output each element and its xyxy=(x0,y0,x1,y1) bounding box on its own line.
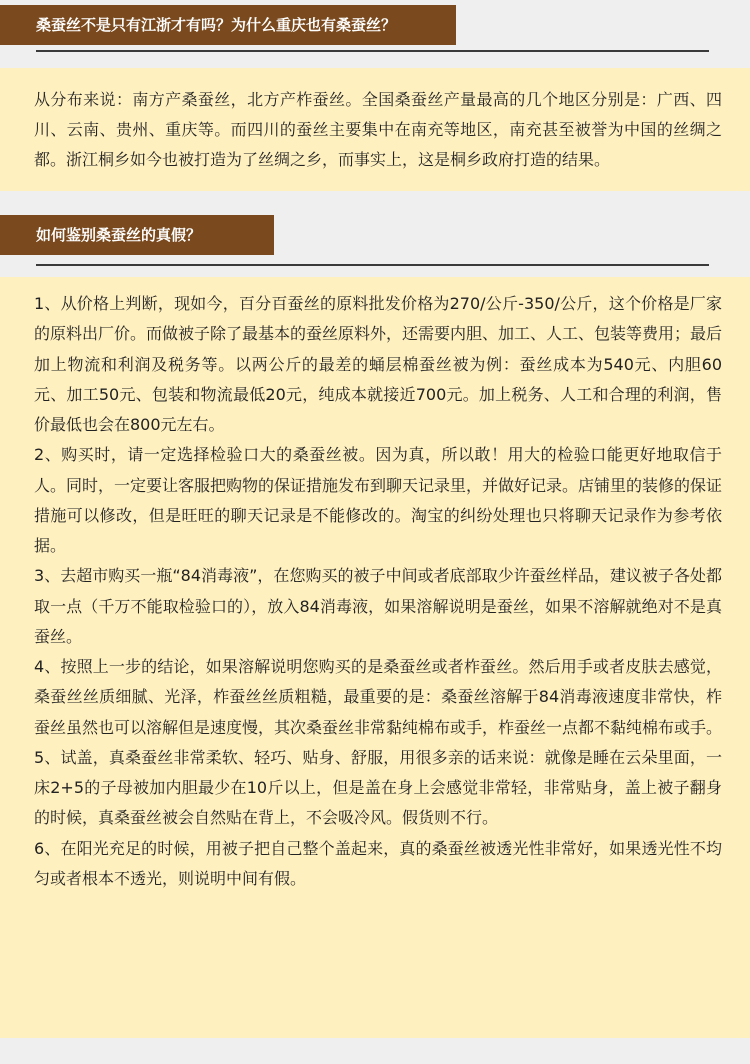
tip-item-1: 1、从价格上判断，现如今，百分百蚕丝的原料批发价格为270/公斤-350/公斤，这个价格是厂家的原料出厂价。而做被子除了最基本的蚕丝原料外，还需要内胆、加工、人工、包装等费用；最后加上物流和利润及税务等。以两公斤的最差的蛹层棉蚕丝被为例：蚕丝成本为540元、内胆60元、加工50元、包装和物流最低20元，纯成本就接近700元。加上税务、人工和合理的利润，售价最低也会在800元左右。 xyxy=(34,294,723,434)
section-1-title: 桑蚕丝不是只有江浙才有吗？为什么重庆也有桑蚕丝？ xyxy=(36,16,397,34)
section-2-title-banner xyxy=(0,215,274,255)
section-2-panel xyxy=(0,277,750,1038)
section-1-paragraph: 从分布来说：南方产桑蚕丝，北方产柞蚕丝。全国桑蚕丝产量最高的几个地区分别是：广西、四川、云南、贵州、重庆等。而四川的蚕丝主要集中在南充等地区，南充甚至被誉为中国的丝绸之都。浙江桐乡如今也被打造为了丝绸之乡，而事实上，这是桐乡政府打造的结果。 xyxy=(34,90,722,169)
section-1-panel xyxy=(0,68,750,191)
tip-item-6: 6、在阳光充足的时候，用被子把自己整个盖起来，真的桑蚕丝被透光性非常好，如果透光性不均匀或者根本不透光，则说明中间有假。 xyxy=(34,838,722,888)
tip-item-3: 3、去超市购买一瓶“84消毒液”，在您购买的被子中间或者底部取少许蚕丝样品，建议被子各处都取一点（千万不能取检验口的），放入84消毒液，如果溶解说明是蚕丝，如果不溶解就绝对不是真蚕丝。 xyxy=(34,566,722,646)
section-2-divider xyxy=(36,264,709,266)
section-1-divider xyxy=(36,50,709,52)
section-2-title: 如何鉴别桑蚕丝的真假？ xyxy=(36,226,202,244)
tip-item-2: 2、购买时，请一定选择检验口大的桑蚕丝被。因为真，所以敢！用大的检验口能更好地取信于人。同时，一定要让客服把购物的保证措施发布到聊天记录里，并做好记录。店铺里的装修的保证措施可以修改，但是旺旺的聊天记录是不能修改的。淘宝的纠纷处理也只将聊天记录作为参考依据。 xyxy=(34,445,723,555)
tip-item-4: 4、按照上一步的结论，如果溶解说明您购买的是桑蚕丝或者柞蚕丝。然后用手或者皮肤去感觉，桑蚕丝丝质细腻、光泽，柞蚕丝丝质粗糙，最重要的是：桑蚕丝溶解于84消毒液速度非常快，柞蚕丝虽然也可以溶解但是速度慢，其次桑蚕丝非常黏纯棉布或手，柞蚕丝一点都不黏纯棉布或手。 xyxy=(34,657,723,737)
section-1-title-banner xyxy=(0,5,456,45)
tip-item-5: 5、试盖，真桑蚕丝非常柔软、轻巧、贴身、舒服，用很多亲的话来说：就像是睡在云朵里面，一床2+5的子母被加内胆最少在10斤以上，但是盖在身上会感觉非常轻，非常贴身，盖上被子翻身的时候，真桑蚕丝被会自然贴在背上，不会吸冷风。假货则不行。 xyxy=(34,747,722,828)
